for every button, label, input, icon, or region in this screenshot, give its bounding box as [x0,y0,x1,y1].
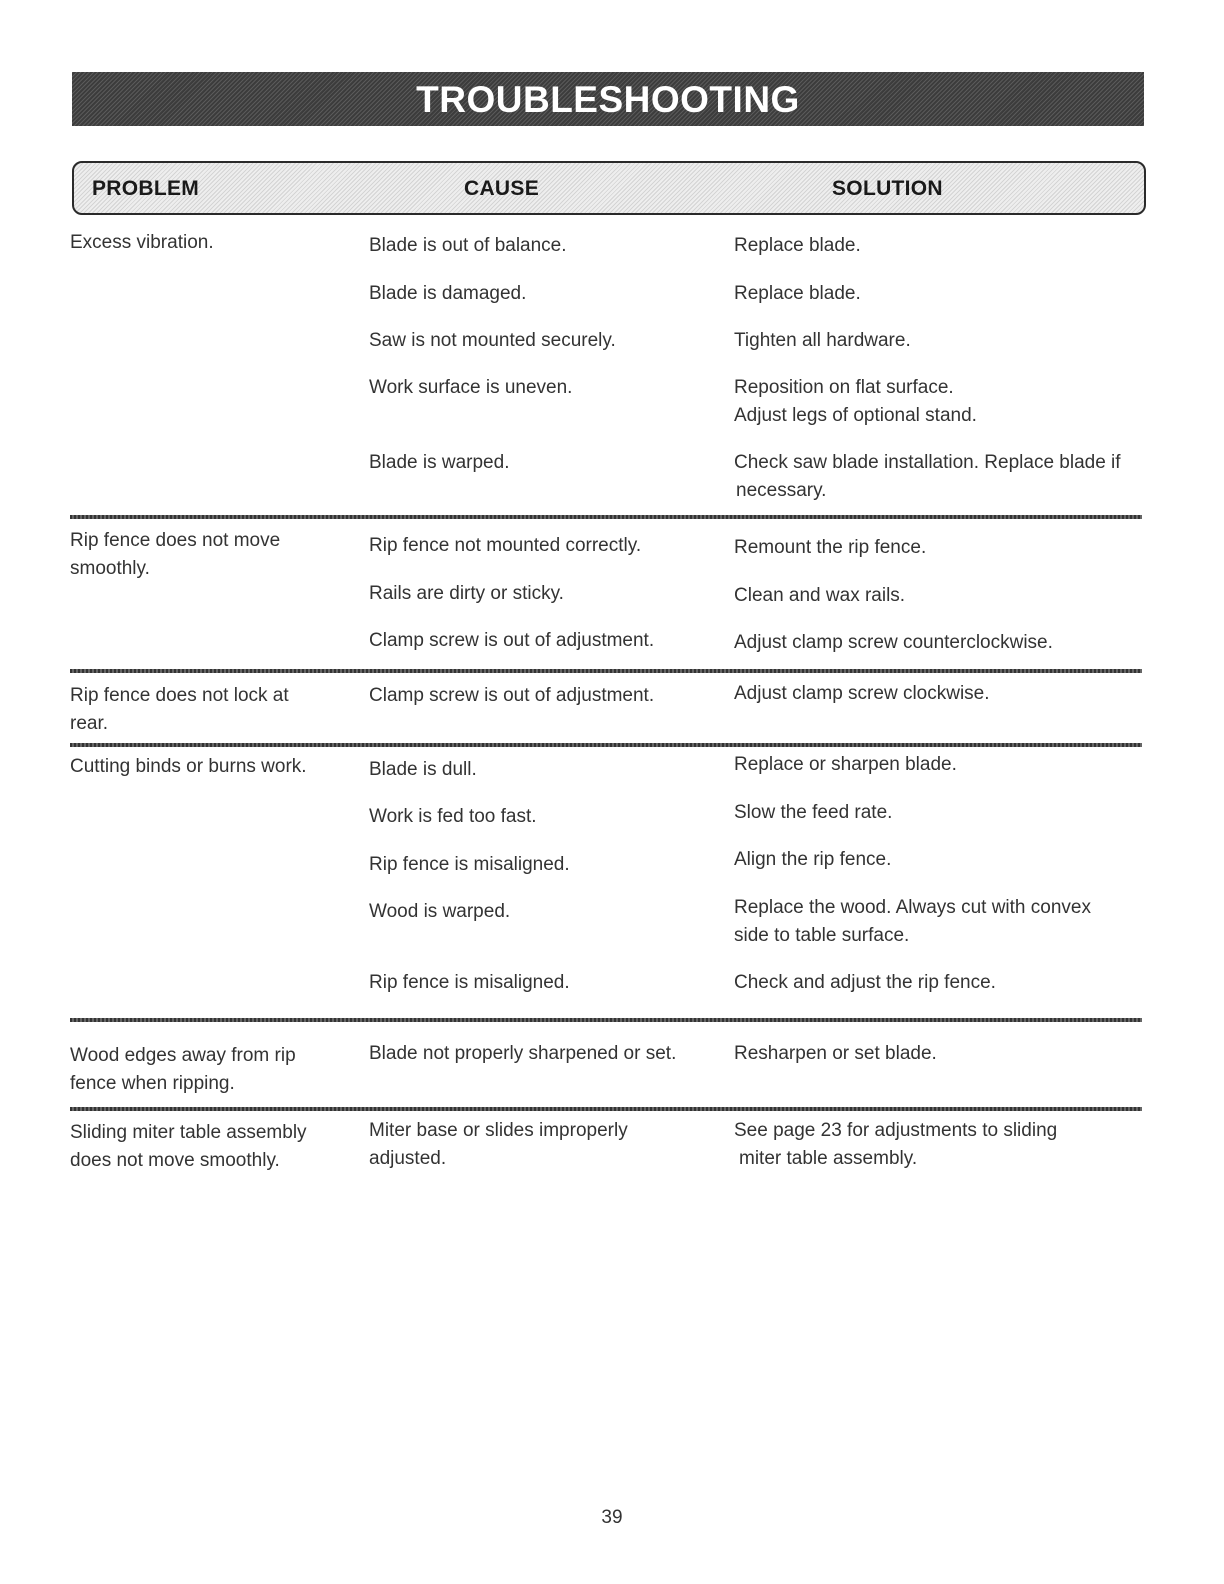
problem-text: Rip fence does not lock at [70,685,289,706]
solution-text: side to table surface. [734,925,910,946]
solution-text: Check saw blade installation. Replace blade if [734,452,1121,473]
cause-text: Miter base or slides improperly [369,1120,628,1141]
problem-text: Excess vibration. [70,232,214,253]
cause-text: Blade is out of balance. [369,235,567,256]
page-title: TROUBLESHOOTING [416,79,800,120]
solution-text: Resharpen or set blade. [734,1043,937,1064]
problem-text: rear. [70,713,109,734]
solution-text: Slow the feed rate. [734,802,893,823]
cause-text: Rip fence is misaligned. [369,854,570,875]
cause-text: Clamp screw is out of adjustment. [369,685,655,706]
title-banner [72,72,1144,126]
row-divider [70,743,1142,747]
problem-text: fence when ripping. [70,1073,235,1094]
solution-text: Replace or sharpen blade. [734,754,957,775]
cause-text: Blade is damaged. [369,283,527,304]
cause-text: Rails are dirty or sticky. [369,583,564,604]
solution-text: Check and adjust the rip fence. [734,972,996,993]
solution-text: Clean and wax rails. [734,585,906,606]
solution-text: See page 23 for adjustments to sliding [734,1120,1058,1141]
problem-text: Rip fence does not move [70,530,281,551]
cause-text: Rip fence is misaligned. [369,972,570,993]
solution-text: Adjust clamp screw counterclockwise. [734,632,1053,653]
solution-text: Replace blade. [734,283,861,304]
header-cause: CAUSE [464,177,540,200]
solution-text: Reposition on flat surface. [734,377,954,398]
row-divider [70,1107,1142,1111]
cause-text: Wood is warped. [369,901,511,922]
cause-text: adjusted. [369,1148,447,1169]
solution-text: Adjust clamp screw clockwise. [734,683,990,704]
cause-text: Blade not properly sharpened or set. [369,1043,677,1064]
solution-text: Align the rip fence. [734,849,892,870]
solution-text: Remount the rip fence. [734,537,927,558]
cause-text: Work surface is uneven. [369,377,573,398]
cause-text: Work is fed too fast. [369,806,537,827]
solution-text: Adjust legs of optional stand. [734,405,977,426]
cause-text: Blade is warped. [369,452,510,473]
cause-text: Rip fence not mounted correctly. [369,535,642,556]
cause-text: Clamp screw is out of adjustment. [369,630,655,651]
row-divider [70,515,1142,519]
problem-text: Sliding miter table assembly [70,1122,307,1143]
problem-text: Cutting binds or burns work. [70,756,307,777]
problem-text: Wood edges away from rip [70,1045,296,1066]
solution-text: Replace blade. [734,235,861,256]
solution-text: Tighten all hardware. [734,330,911,351]
cause-text: Saw is not mounted securely. [369,330,616,351]
solution-text: Replace the wood. Always cut with convex [734,897,1091,918]
header-problem: PROBLEM [92,177,200,200]
row-divider [70,1018,1142,1022]
solution-text: necessary. [736,480,827,501]
solution-text: miter table assembly. [739,1148,918,1169]
problem-text: smoothly. [70,558,150,579]
cause-text: Blade is dull. [369,759,477,780]
row-divider [70,669,1142,673]
header-solution: SOLUTION [832,177,943,200]
problem-text: does not move smoothly. [70,1150,280,1171]
table-header [72,161,1146,215]
page-number: 39 [601,1507,623,1528]
